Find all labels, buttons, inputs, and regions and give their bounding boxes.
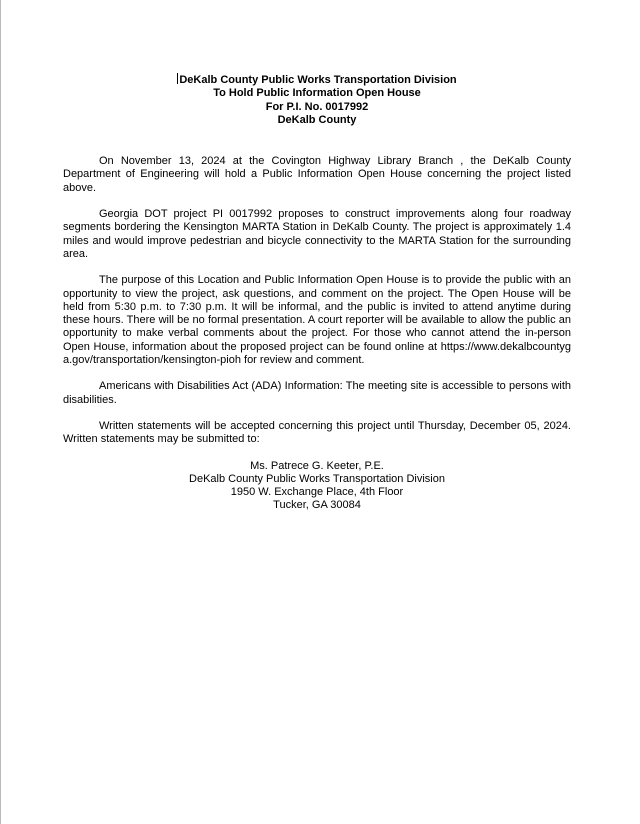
title-line-3: For P.I. No. 0017992 [265, 100, 369, 113]
paragraph-project-description: Georgia DOT project PI 0017992 proposes to construct improvements along four roadway segments bordering the Kensington MARTA Station in DeKalb County. The project is approximately 1.4 miles and would improve pedestrian and bicycle connectivity to the MARTA Station for the surrounding area. [63, 208, 571, 260]
paragraph-open-house-details [63, 274, 571, 367]
contact-city-state-zip: Tucker, GA 30084 [273, 499, 361, 512]
contact-division: DeKalb County Public Works Transportation Division [189, 472, 445, 485]
contact-name: Ms. Patrece G. Keeter, P.E. [250, 459, 384, 472]
document-content [1, 0, 640, 513]
title-line-4: DeKalb County [277, 113, 357, 126]
paragraph-opening: On November 13, 2024 at the Covington Highway Library Branch , the DeKalb County Department of Engineering will hold a Public Information Open House concerning the project listed above. [63, 155, 571, 194]
title-line-1-text: DeKalb County Public Works Transportation Division [179, 74, 457, 86]
paragraph-ada-information: Americans with Disabilities Act (ADA) Information: The meeting site is accessible to persons with disabilities. [63, 380, 571, 406]
project-url[interactable]: https://www.dekalbcountyga.gov/transportation/kensington-pioh [63, 340, 571, 367]
title-line-1 [63, 73, 571, 87]
contact-block [63, 460, 571, 513]
open-house-details-text-before-url: The purpose of this Location and Public Information Open House is to provide the public with an opportunity to view the project, ask questions, and comment on the project. The Open House will be held from 5:30 p.m. to 7:30 p.m. It will be informal, and the public is invited to attend anytime during these hours. There will be no formal presentation. A court reporter will be available to allow the public an opportunity to make verbal comments about the project. For those who cannot attend the in-person Open House, information about the proposed project can be found online at [63, 274, 571, 353]
paragraph-written-statements: Written statements will be accepted concerning this project until Thursday, December 05, 2024. Written statements may be submitted to: [63, 419, 571, 446]
title-line-2: To Hold Public Information Open House [213, 87, 421, 100]
contact-address: 1950 W. Exchange Place, 4th Floor [230, 486, 404, 499]
notice-title-block [63, 73, 571, 127]
open-house-details-text-after-url: for review and comment. [240, 354, 365, 367]
